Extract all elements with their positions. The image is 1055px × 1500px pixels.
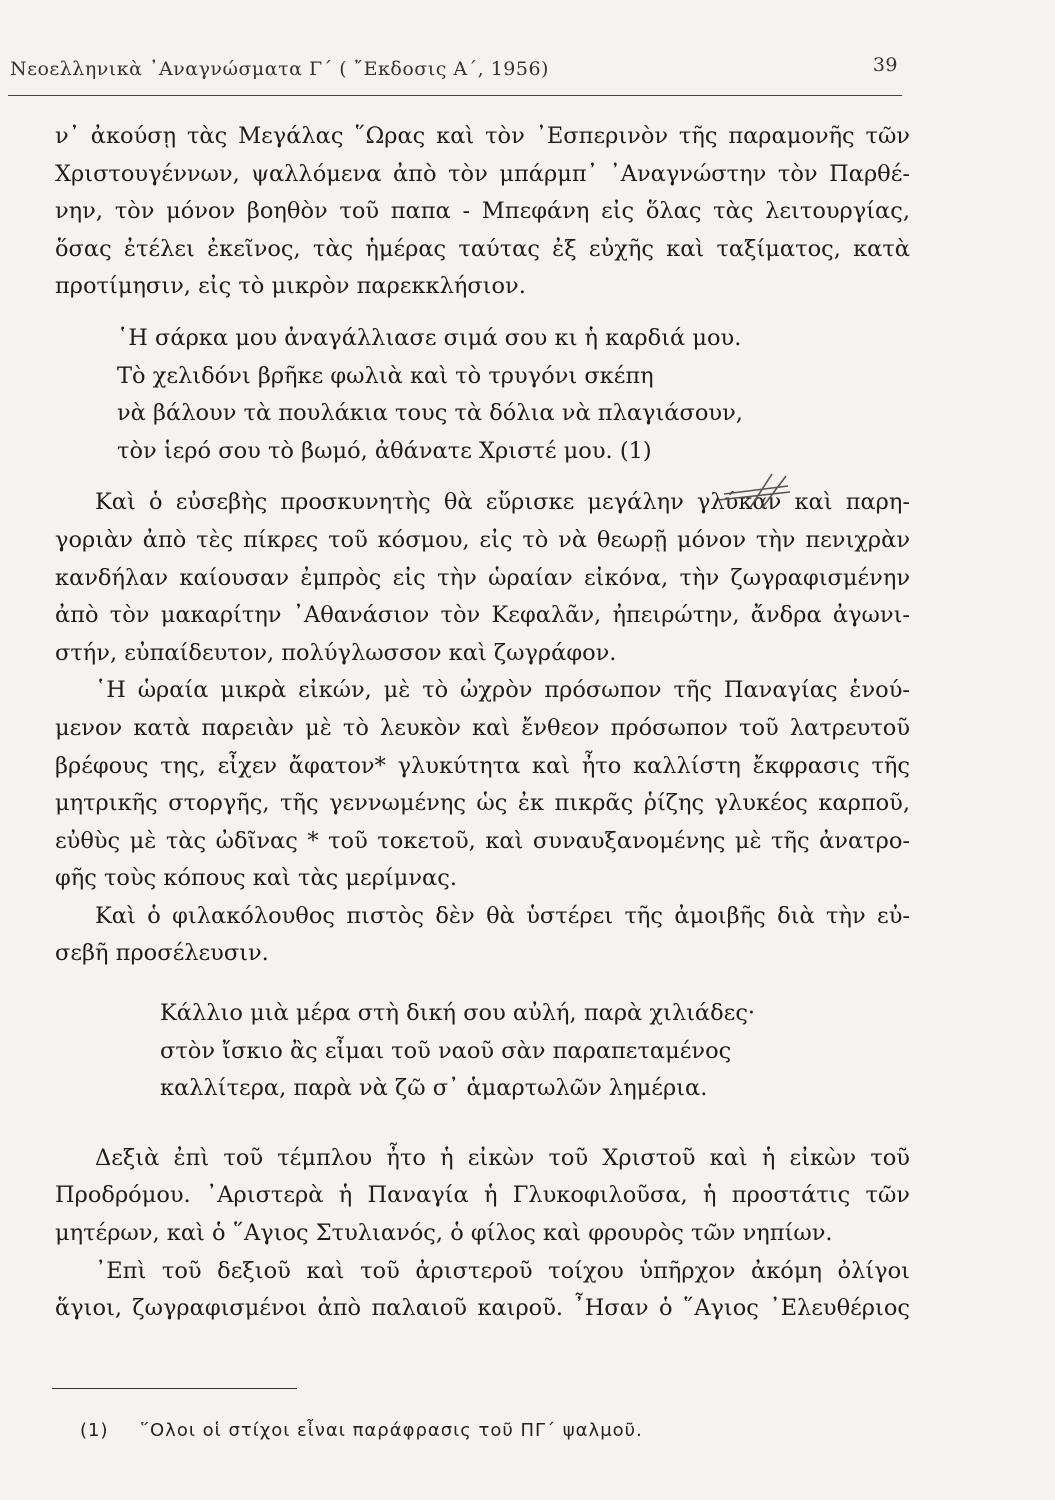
text-line: Καὶ ὁ εὐσεβὴς προσκυνητὴς θὰ εὕρισκε μεγάλην γλύκαν καὶ παρη- [95, 489, 910, 516]
header-rule [8, 95, 902, 96]
text-line: καλλίτερα, παρὰ νὰ ζῶ σ᾽ ἁμαρτωλῶν λημέρια. [160, 1075, 708, 1102]
running-title: Νεοελληνικὰ ᾽Αναγνώσματα Γ΄ ( ῎Εκδοσις Α΄, 1956) [10, 58, 549, 80]
text-line: μητέρων, καὶ ὁ ῞Αγιος Στυλιανός, ὁ φίλος καὶ φρουρὸς τῶν νηπίων. [55, 1220, 833, 1247]
line-gap [55, 973, 910, 995]
text-line: Κάλλιο μιὰ μέρα στὴ δική σου αὐλή, παρὰ χιλιάδες· [160, 1000, 756, 1027]
text-line: Καὶ ὁ φιλακόλουθος πιστὸς δὲν θὰ ὑστέρει τῆς ἀμοιβῆς διὰ τὴν εὐ- [95, 902, 910, 929]
text-line: βρέφους της, εἶχεν ἄφατον* γλυκύτητα καὶ ἦτο καλλίστη ἔκφρασις τῆς [55, 752, 910, 779]
text-line: ἀπὸ τὸν μακαρίτην ᾽Αθανάσιον τὸν Κεφαλᾶν, ἠπειρώτην, ἄνδρα ἀγωνι- [55, 602, 910, 629]
footnote [80, 1420, 643, 1441]
text-line: ῾Η ὡραία μικρὰ εἰκών, μὲ τὸ ὠχρὸν πρόσωπον τῆς Παναγίας ἑνού- [95, 677, 910, 704]
text-line: νην, τὸν μόνον βοηθὸν τοῦ παπα - Μπεφάνη εἰς ὅλας τὰς λειτουργίας, [55, 198, 910, 225]
text-line: ν᾽ ἀκούσῃ τὰς Μεγάλας ῞Ωρας καὶ τὸν ᾽Εσπερινὸν τῆς παραμονῆς τῶν [55, 123, 910, 149]
text-line: μενον κατὰ παρειὰν μὲ τὸ λευκὸν καὶ ἔνθεον πρόσωπον τοῦ λατρευτοῦ [55, 714, 910, 741]
body-text [55, 118, 910, 1328]
text-line: τὸν ἱερό σου τὸ βωμό, ἀθάνατε Χριστέ μου. (1) [117, 437, 652, 464]
footnote-rule [52, 1388, 297, 1389]
text-line: Δεξιὰ ἐπὶ τοῦ τέμπλου ἦτο ἡ εἰκὼν τοῦ Χριστοῦ καὶ ἡ εἰκὼν τοῦ [95, 1144, 910, 1171]
text-line: στήν, εὐπαίδευτον, πολύγλωσσον καὶ ζωγράφον. [55, 639, 617, 666]
text-line: Χριστουγέννων, ψαλλόμενα ἀπὸ τὸν μπάρμπ᾽ ᾽Αναγνώστην τὸν Παρθέ- [55, 160, 910, 187]
text-line: σεβῆ προσέλευσιν. [55, 940, 269, 967]
text-line: κανδήλαν καίουσαν ἐμπρὸς εἰς τὴν ὡραίαν εἰκόνα, τὴν ζωγραφισμένην [55, 564, 910, 591]
text-line: φῆς τοὺς κόπους καὶ τὰς μερίμνας. [55, 865, 457, 892]
running-head [10, 54, 898, 80]
text-line: προτίμησιν, εἰς τὸ μικρὸν παρεκκλήσιον. [55, 273, 526, 300]
text-line: Προδρόμου. ᾽Αριστερὰ ἡ Παναγία ἡ Γλυκοφιλοῦσα, ἡ προστάτις τῶν [55, 1182, 910, 1209]
text-line: ὅσας ἐτέλει ἐκεῖνος, τὰς ἡμέρας ταύτας ἐξ εὐχῆς καὶ ταξίματος, κατὰ [55, 235, 910, 262]
text-line: μητρικῆς στοργῆς, τῆς γεννωμένης ὡς ἐκ πικρᾶς ῥίζης γλυκέος καρποῦ, [55, 790, 910, 817]
page-number: 39 [872, 54, 898, 76]
text-line: γοριὰν ἀπὸ τὲς πίκρες τοῦ κόσμου, εἰς τὸ νὰ θεωρῇ μόνον τὴν πενιχρὰν [55, 526, 910, 553]
line-gap [55, 306, 910, 320]
text-line: Τὸ χελιδόνι βρῆκε φωλιὰ καὶ τὸ τρυγόνι σκέπη [117, 362, 654, 389]
text-line: στὸν ἴσκιο ἂς εἶμαι τοῦ ναοῦ σὰν παραπεταμένος [160, 1037, 732, 1064]
line-gap [55, 470, 910, 484]
footnote-number: (1) [80, 1420, 109, 1441]
text-line: ᾽Επὶ τοῦ δεξιοῦ καὶ τοῦ ἀριστεροῦ τοίχου ὑπῆρχον ἀκόμη ὀλίγοι [95, 1257, 910, 1284]
text-line: εὐθὺς μὲ τὰς ὠδῖνας * τοῦ τοκετοῦ, καὶ συναυξανομένης μὲ τῆς ἀνατρο- [55, 827, 910, 854]
text-line: νὰ βάλουν τὰ πουλάκια τους τὰ δόλια νὰ πλαγιάσουν, [117, 400, 743, 427]
text-line: ῾Η σάρκα μου ἀναγάλλιασε σιμά σου κι ἡ καρδιά μου. [117, 324, 742, 351]
text-line: ἅγιοι, ζωγραφισμένοι ἀπὸ παλαιοῦ καιροῦ. ῏Ησαν ὁ ῞Αγιος ᾽Ελευθέριος [55, 1295, 910, 1322]
footnote-text: ῞Ολοι οἱ στίχοι εἶναι παράφρασις τοῦ ΠΓ΄ ψαλμοῦ. [140, 1420, 643, 1441]
line-gap [55, 1108, 910, 1140]
